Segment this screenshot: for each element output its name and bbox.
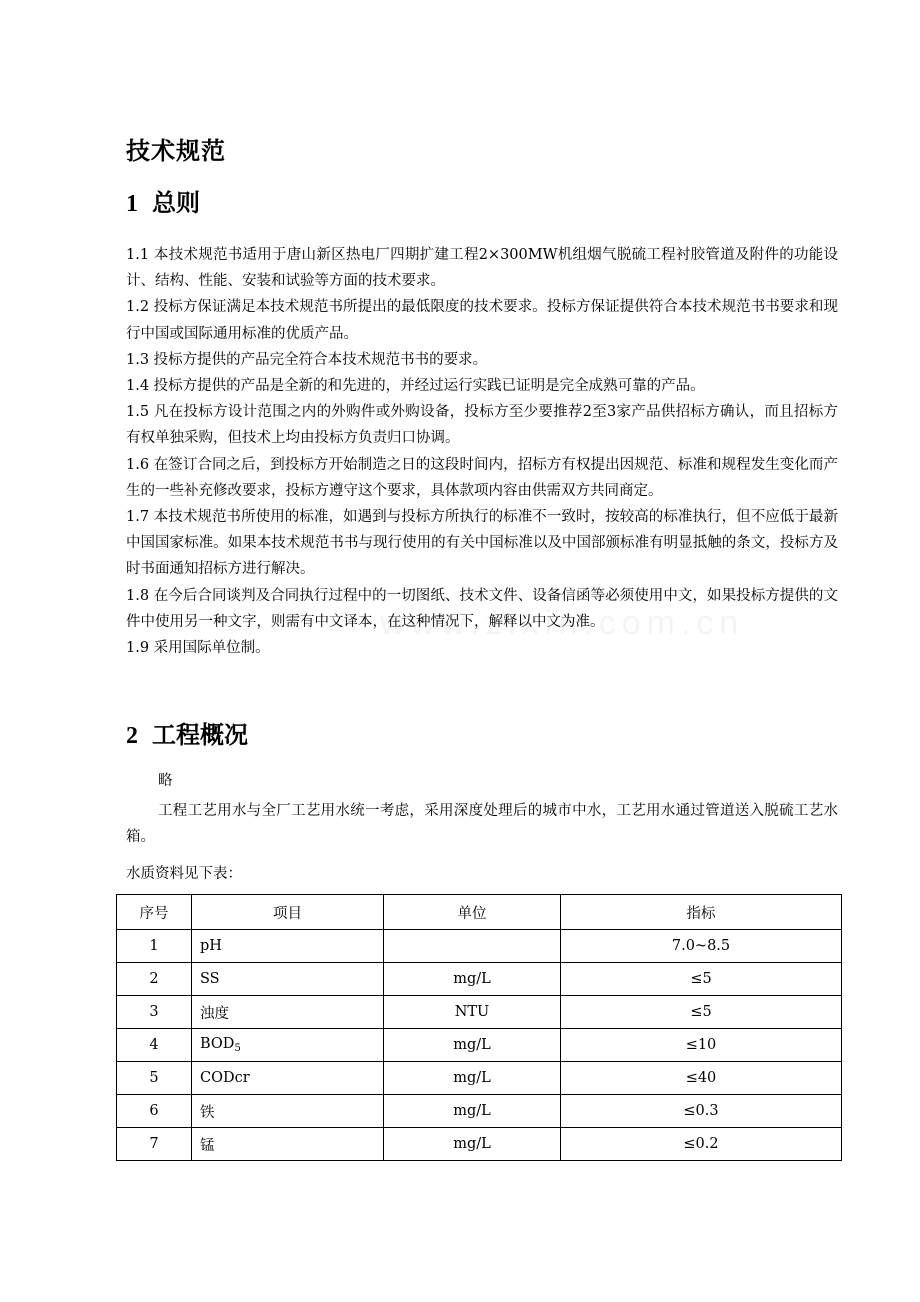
cell-indicator: ≤5 <box>561 963 842 996</box>
water-quality-table <box>116 894 842 1161</box>
cell-unit: mg/L <box>384 1095 561 1128</box>
section-1-heading <box>126 186 200 221</box>
cell-seq: 3 <box>117 996 192 1029</box>
table-intro: 水质资料见下表： <box>126 866 242 882</box>
cell-item: 锰 <box>192 1128 384 1161</box>
cell-indicator: ≤40 <box>561 1062 842 1095</box>
cell-item <box>192 1029 384 1062</box>
clause-1-9: 1.9 采用国际单位制。 <box>126 640 270 657</box>
clause-1-4: 1.4 投标方提供的产品是全新的和先进的，并经过运行实践已证明是完全成熟可靠的产品。 <box>126 378 705 395</box>
cell-unit: NTU <box>384 996 561 1029</box>
clause-1-7: 1.7 本技术规范书所使用的标准，如遇到与投标方所执行的标准不一致时，按较高的标准执行，但不应低于最新中国国家标准。如果本技术规范书书与现行使用的有关中国标准以及中国部颁标准有明显抵触的条文，投标方及时书面通知招标方进行解决。 <box>126 509 838 578</box>
cell-seq: 4 <box>117 1029 192 1062</box>
cell-indicator: ≤0.2 <box>561 1128 842 1161</box>
clause-1-6: 1.6 在签订合同之后，到投标方开始制造之日的这段时间内，招标方有权提出因规范、标准和规程发生变化而产生的一些补充修改要求，投标方遵守这个要求，具体款项内容由供需双方共同商定。 <box>126 456 838 499</box>
cell-item-text: BOD <box>200 1036 235 1052</box>
table-row <box>117 963 842 996</box>
cell-unit: mg/L <box>384 1029 561 1062</box>
water-supply-paragraph: 工程工艺用水与全厂工艺用水统一考虑，采用深度处理后的城市中水，工艺用水通过管道送入脱硫工艺水箱。 <box>126 803 838 846</box>
cell-indicator: ≤0.3 <box>561 1095 842 1128</box>
table-row <box>117 1029 842 1062</box>
cell-unit <box>384 930 561 963</box>
cell-indicator: 7.0~8.5 <box>561 930 842 963</box>
section-1-number: 1 <box>126 191 138 217</box>
header-item: 项目 <box>192 895 384 930</box>
cell-seq: 7 <box>117 1128 192 1161</box>
header-unit: 单位 <box>384 895 561 930</box>
header-indicator: 指标 <box>561 895 842 930</box>
cell-unit: mg/L <box>384 1128 561 1161</box>
cell-item: SS <box>192 963 384 996</box>
cell-indicator: ≤5 <box>561 996 842 1029</box>
clause-1-5: 1.5 凡在投标方设计范围之内的外购件或外购设备，投标方至少要推荐2至3家产品供招标方确认，而且招标方有权单独采购，但技术上均由投标方负责归口协调。 <box>126 404 838 447</box>
table-row <box>117 996 842 1029</box>
clause-1-3: 1.3 投标方提供的产品完全符合本技术规范书书的要求。 <box>126 351 488 368</box>
section-2-number: 2 <box>126 723 138 749</box>
document-title: 技术规范 <box>126 137 226 165</box>
section-2-title: 工程概况 <box>152 721 248 749</box>
table-row <box>117 1128 842 1161</box>
cell-item: 铁 <box>192 1095 384 1128</box>
table-row <box>117 930 842 963</box>
cell-unit: mg/L <box>384 1062 561 1095</box>
cell-seq: 1 <box>117 930 192 963</box>
clause-1-2: 1.2 投标方保证满足本技术规范书所提出的最低限度的技术要求。投标方保证提供符合本技术规范书书要求和现行中国或国际通用标准的优质产品。 <box>126 299 838 342</box>
section-2-heading <box>126 718 248 753</box>
table-row <box>117 1062 842 1095</box>
cell-unit: mg/L <box>384 963 561 996</box>
cell-item: CODcr <box>192 1062 384 1095</box>
table-row <box>117 1095 842 1128</box>
brief-note: 略 <box>158 773 173 789</box>
cell-indicator: ≤10 <box>561 1029 842 1062</box>
header-seq: 序号 <box>117 895 192 930</box>
cell-seq: 6 <box>117 1095 192 1128</box>
section-1-title: 总则 <box>152 189 200 217</box>
clause-1-8: 1.8 在今后合同谈判及合同执行过程中的一切图纸、技术文件、设备信函等必须使用中文，如果投标方提供的文件中使用另一种文字，则需有中文译本，在这种情况下，解释以中文为准。 <box>126 587 838 630</box>
cell-item-subscript: 5 <box>234 1043 241 1054</box>
cell-seq: 5 <box>117 1062 192 1095</box>
cell-seq: 2 <box>117 963 192 996</box>
table-header-row <box>117 895 842 930</box>
clause-1-1: 1.1 本技术规范书适用于唐山新区热电厂四期扩建工程2×300MW机组烟气脱硫工程衬胶管道及附件的功能设计、结构、性能、安装和试验等方面的技术要求。 <box>126 247 838 290</box>
cell-item: pH <box>192 930 384 963</box>
section-1-clauses <box>126 242 838 661</box>
cell-item: 浊度 <box>192 996 384 1029</box>
